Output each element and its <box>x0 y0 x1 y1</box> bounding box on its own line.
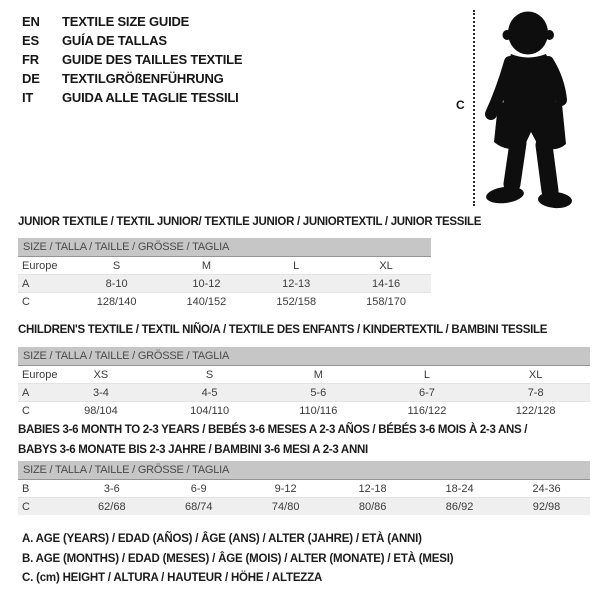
size-cell: 24-36 <box>532 482 561 495</box>
size-cell: 152/158 <box>276 295 317 308</box>
legend-line-c: C. (cm) HEIGHT / ALTURA / HAUTEUR / HÖHE / ALTEZZA <box>22 572 323 584</box>
size-header-label: SIZE / TALLA / TAILLE / GRÖSSE / TAGLIA <box>18 238 431 257</box>
language-title: GUIDA ALLE TAGLIE TESSILI <box>62 90 239 105</box>
size-header-row <box>18 238 431 257</box>
row-label: C <box>22 404 30 417</box>
table-row-europe <box>18 366 590 384</box>
size-cell: M <box>313 368 323 381</box>
size-cell: 80/86 <box>358 500 387 513</box>
size-cell: 92/98 <box>532 500 561 513</box>
babies-table-title <box>18 420 527 460</box>
size-header-row <box>18 347 590 366</box>
language-row-de <box>22 69 242 88</box>
junior-size-table <box>18 238 431 310</box>
table-row-age <box>18 384 590 402</box>
row-label: A <box>22 277 30 290</box>
row-label: Europe <box>22 368 58 381</box>
size-cell: XL <box>379 259 393 272</box>
row-label: B <box>22 482 30 495</box>
language-title: GUÍA DE TALLAS <box>62 33 167 48</box>
size-cell: XS <box>93 368 109 381</box>
size-cell: 6-7 <box>418 386 435 399</box>
baby-silhouette-image <box>478 8 582 215</box>
row-label: A <box>22 386 30 399</box>
height-measure-label: C <box>456 98 465 112</box>
table-row-age <box>18 275 431 293</box>
table-row-age-months <box>18 480 590 498</box>
size-cell: 74/80 <box>271 500 300 513</box>
size-cell: 12-13 <box>282 277 311 290</box>
size-cell: 5-6 <box>310 386 327 399</box>
size-cell: 116/122 <box>407 404 447 417</box>
language-title: TEXTILGRÖßENFÜHRUNG <box>62 71 224 86</box>
language-row-fr <box>22 50 242 69</box>
table-row-height <box>18 402 590 420</box>
junior-table-title: JUNIOR TEXTILE / TEXTIL JUNIOR/ TEXTILE JUNIOR / JUNIORTEXTIL / JUNIOR TESSILE <box>18 216 482 228</box>
size-cell: 98/104 <box>84 404 118 417</box>
language-row-it <box>22 88 242 107</box>
language-code: IT <box>22 90 34 105</box>
size-cell: 104/110 <box>190 404 230 417</box>
language-title: GUIDE DES TAILLES TEXTILE <box>62 52 243 67</box>
size-header-label: SIZE / TALLA / TAILLE / GRÖSSE / TAGLIA <box>18 347 590 366</box>
language-title: TEXTILE SIZE GUIDE <box>62 14 190 29</box>
size-cell: 4-5 <box>201 386 218 399</box>
size-cell: XL <box>528 368 543 381</box>
size-cell: 68/74 <box>184 500 213 513</box>
row-label: C <box>22 295 30 308</box>
language-code: DE <box>22 71 40 86</box>
row-label: C <box>22 500 30 513</box>
size-cell: 9-12 <box>274 482 297 495</box>
babies-size-table <box>18 461 590 515</box>
legend-line-a: A. AGE (YEARS) / EDAD (AÑOS) / ÂGE (ANS) / ALTER (JAHRE) / ETÀ (ANNI) <box>22 533 422 545</box>
language-code: ES <box>22 33 39 48</box>
size-cell: 110/116 <box>299 404 338 417</box>
size-cell: L <box>423 368 430 381</box>
size-header-row <box>18 461 590 480</box>
size-cell: 158/170 <box>366 295 406 308</box>
size-cell: S <box>205 368 214 381</box>
table-row-height <box>18 498 590 516</box>
language-list <box>22 12 242 107</box>
legend <box>22 530 453 589</box>
size-cell: S <box>112 259 121 272</box>
legend-line-b: B. AGE (MONTHS) / EDAD (MESES) / ÂGE (MOIS) / ALTER (MONATE) / ETÀ (MESI) <box>22 552 454 565</box>
size-cell: 86/92 <box>445 500 474 513</box>
language-code: FR <box>22 52 39 67</box>
size-cell: 62/68 <box>98 500 126 513</box>
size-cell: 10-12 <box>192 277 221 290</box>
language-row-en <box>22 12 242 31</box>
table-row-europe <box>18 257 431 275</box>
language-code: EN <box>22 14 40 29</box>
size-cell: 3-4 <box>92 386 109 399</box>
children-table-title: CHILDREN'S TEXTILE / TEXTIL NIÑO/A / TEXTILE DES ENFANTS / KINDERTEXTIL / BAMBINI TESSILE <box>18 324 548 336</box>
row-label: Europe <box>22 259 58 272</box>
size-cell: 140/152 <box>186 295 227 308</box>
size-cell: 7-8 <box>527 386 544 399</box>
size-header-label: SIZE / TALLA / TAILLE / GRÖSSE / TAGLIA <box>18 461 590 480</box>
babies-table-title-line2: BABYS 3-6 MONATE BIS 2-3 JAHRE / BAMBINI 3-6 MESI A 2-3 ANNI <box>18 444 368 456</box>
size-cell: 122/128 <box>515 404 556 417</box>
language-row-es <box>22 31 242 50</box>
size-cell: 128/140 <box>96 295 137 308</box>
height-figure <box>450 0 600 215</box>
babies-table-title-line1: BABIES 3-6 MONTH TO 2-3 YEARS / BEBÉS 3-6 MESES A 2-3 AÑOS / BÉBÉS 3-6 MOIS À 2-3 ANS / <box>18 424 528 436</box>
size-cell: 14-16 <box>371 277 401 290</box>
table-row-height <box>18 293 431 311</box>
size-cell: 6-9 <box>190 482 207 495</box>
size-cell: M <box>201 259 211 272</box>
size-cell: 8-10 <box>105 277 128 290</box>
size-cell: L <box>293 259 300 272</box>
size-cell: 3-6 <box>103 482 120 495</box>
size-cell: 18-24 <box>445 482 474 495</box>
children-size-table <box>18 347 590 419</box>
height-dotted-line <box>473 10 475 206</box>
size-cell: 12-18 <box>358 482 387 495</box>
